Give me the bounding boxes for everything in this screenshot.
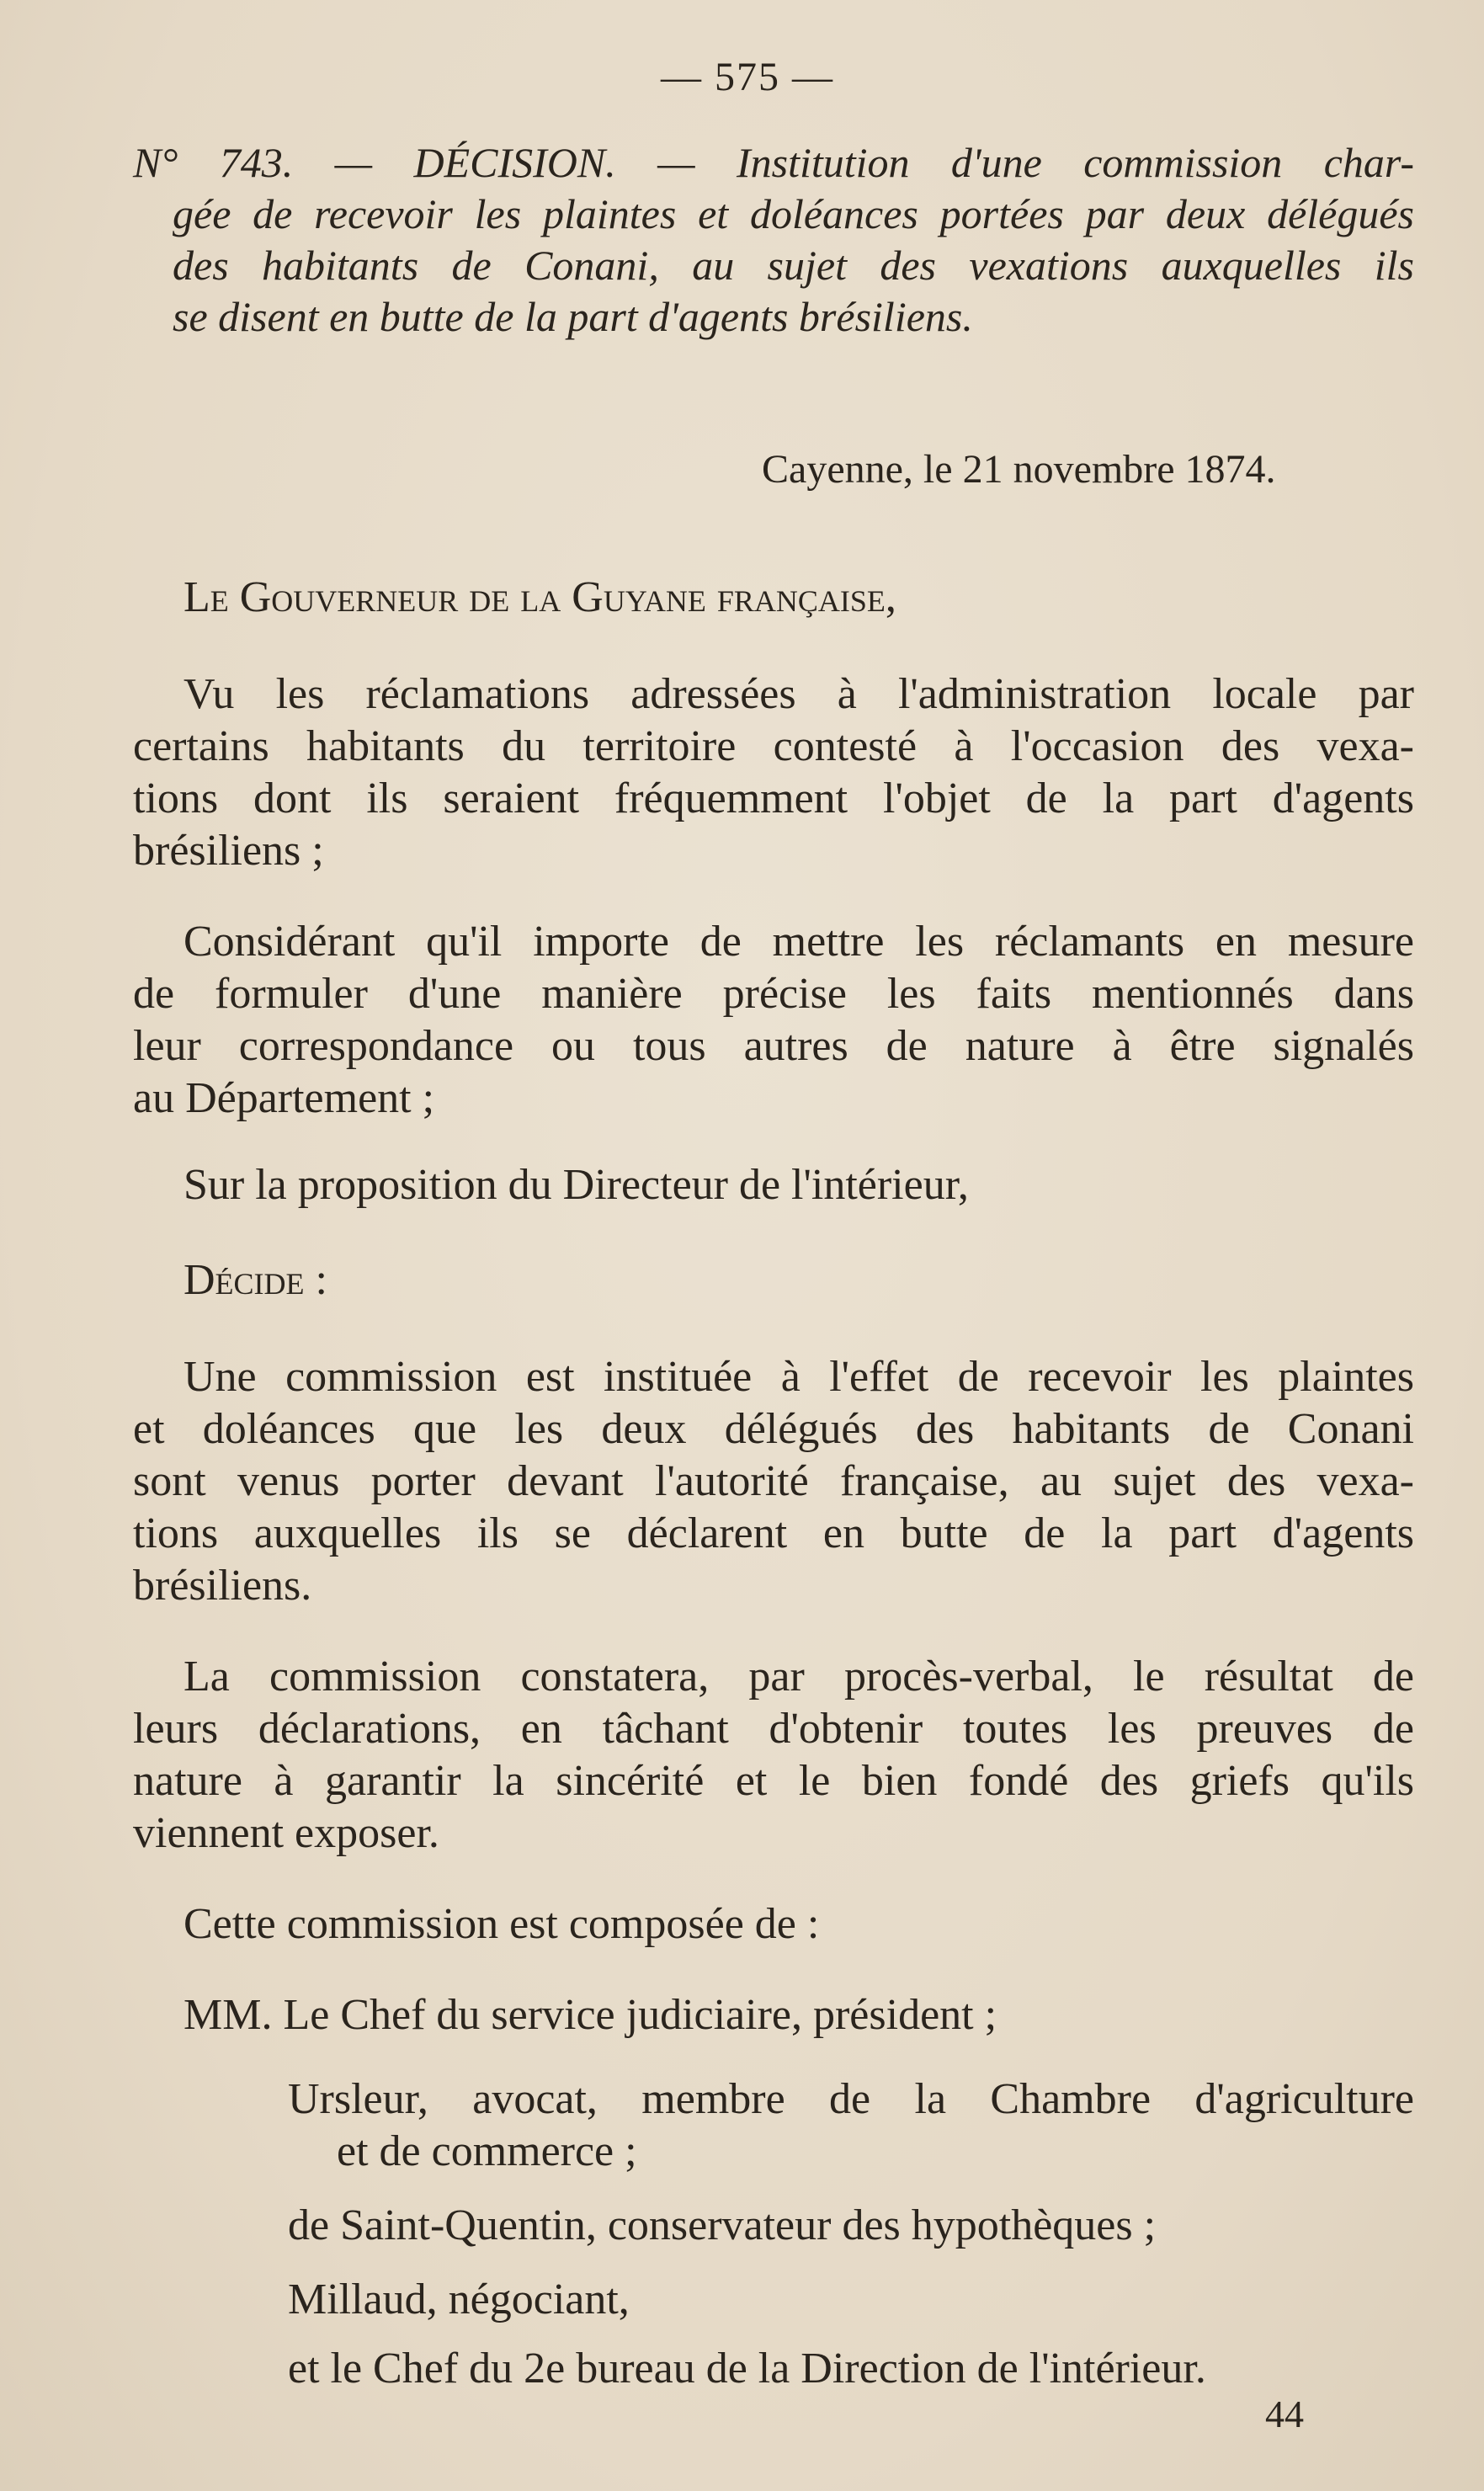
heading-line-2: gée de recevoir les plaintes et doléances portées par deux délégués <box>173 190 1414 237</box>
heading-line-3: des habitants de Conani, au sujet des vexations auxquelles ils <box>173 242 1414 289</box>
vu-line-2: certains habitants du territoire contesté à l'occasion des vexa- <box>133 722 1414 770</box>
constatera-line-1: La commission constatera, par procès-verbal, le résultat de <box>184 1653 1414 1701</box>
considerant-line-1: Considérant qu'il importe de mettre les réclamants en mesure <box>184 918 1414 966</box>
constatera-line-4: viennent exposer. <box>133 1809 439 1857</box>
commission-line-2: et doléances que les deux délégués des habitants de Conani <box>133 1405 1414 1453</box>
commission-line-3: sont venus porter devant l'autorité française, au sujet des vexa- <box>133 1457 1414 1505</box>
heading-line-1: N° 743. — DÉCISION. — Institution d'une commission char- <box>133 139 1414 186</box>
constatera-line-2: leurs déclarations, en tâchant d'obtenir toutes les preuves de <box>133 1705 1414 1753</box>
member-line-2: Ursleur, avocat, membre de la Chambre d'agriculture <box>288 2075 1414 2123</box>
considerant-line-2: de formuler d'une manière précise les faits mentionnés dans <box>133 970 1414 1018</box>
proposition-line: Sur la proposition du Directeur de l'intérieur, <box>184 1161 969 1209</box>
page-number: — 575 — <box>661 55 834 99</box>
considerant-line-3: leur correspondance ou tous autres de nature à être signalés <box>133 1022 1414 1070</box>
considerant-line-4: au Département ; <box>133 1074 435 1122</box>
date-line: Cayenne, le 21 novembre 1874. <box>762 447 1276 492</box>
member-line-4: de Saint-Quentin, conservateur des hypothèques ; <box>288 2201 1157 2249</box>
member-line-1: MM. Le Chef du service judiciaire, président ; <box>184 1991 997 2039</box>
heading-line-4: se disent en butte de la part d'agents brésiliens. <box>173 293 973 340</box>
vu-line-1: Vu les réclamations adressées à l'administration locale par <box>184 670 1414 718</box>
member-line-6: et le Chef du 2e bureau de la Direction de l'intérieur. <box>288 2345 1206 2393</box>
commission-line-4: tions auxquelles ils se déclarent en butte de la part d'agents <box>133 1509 1414 1557</box>
member-line-5: Millaud, négociant, <box>288 2275 630 2323</box>
constatera-line-3: nature à garantir la sincérité et le bien fondé des griefs qu'ils <box>133 1757 1414 1805</box>
composee-line: Cette commission est composée de : <box>184 1900 820 1948</box>
vu-line-3: tions dont ils seraient fréquemment l'objet de la part d'agents <box>133 774 1414 822</box>
member-line-3: et de commerce ; <box>337 2127 637 2175</box>
decide-line: Décide : <box>184 1256 327 1304</box>
commission-line-5: brésiliens. <box>133 1562 312 1610</box>
commission-line-1: Une commission est instituée à l'effet de recevoir les plaintes <box>184 1353 1414 1401</box>
vu-line-4: brésiliens ; <box>133 827 324 875</box>
signature-mark: 44 <box>1265 2393 1304 2435</box>
governor-line: Le Gouverneur de la Guyane française, <box>184 573 896 621</box>
